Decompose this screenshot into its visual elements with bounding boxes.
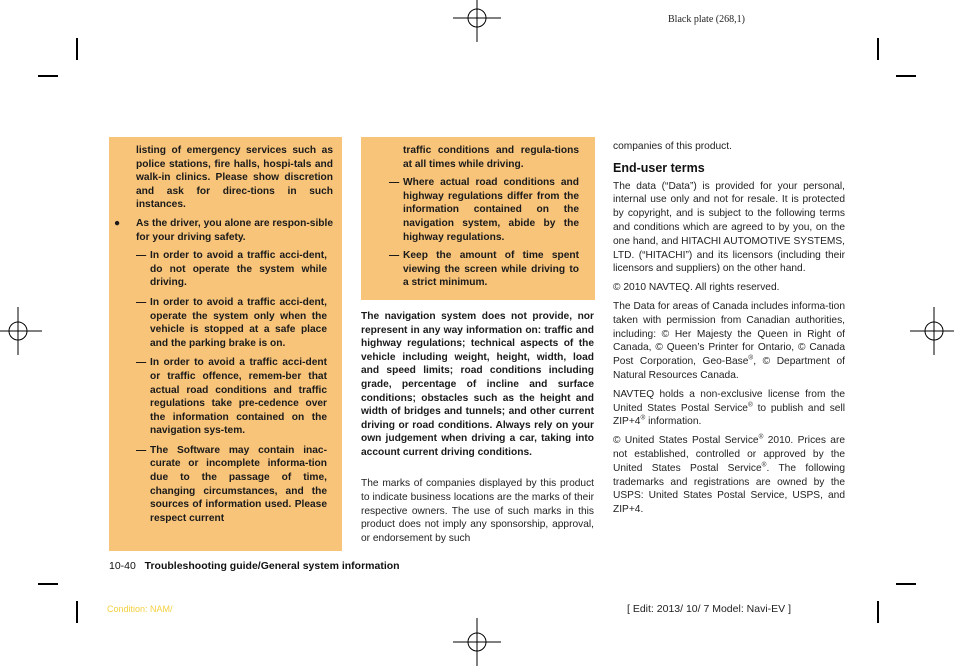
edit-info: [ Edit: 2013/ 10/ 7 Model: Navi-EV ]: [627, 603, 792, 615]
registration-mark-icon: [453, 618, 501, 666]
bullet-icon: ●: [114, 217, 121, 229]
crop-mark: [896, 75, 916, 77]
usps-paragraph: © United States Postal Service® 2010. Prices are not established, controlled or approved by the United States Postal Service®. The following trademarks and registrations are owned by the USPS: United States Postal Service, USPS, and ZIP+4.: [613, 433, 846, 516]
crop-mark: [896, 583, 916, 585]
crop-mark: [76, 601, 78, 623]
dash-item: — Keep the amount of time spent viewing the screen while driving to a strict minimum.: [389, 250, 579, 289]
dash-item: — The Software may contain inac-curate or incomplete informa-tion due to the passage of time, changing circumstances, and the sources of information used. Please respect current: [136, 444, 327, 524]
right-column: [613, 140, 845, 517]
crop-mark: [877, 38, 879, 60]
dash-icon: —: [136, 250, 147, 262]
dash-icon: —: [389, 250, 400, 262]
continued-text: traffic conditions and regula-tions at all times while driving.: [403, 145, 579, 170]
plate-label: Black plate (268,1): [668, 14, 745, 25]
crop-mark: [38, 75, 58, 77]
section-heading: End-user terms: [613, 160, 705, 175]
warning-text-left: [114, 144, 333, 525]
navteq-license-paragraph: NAVTEQ holds a non-exclusive license from the United States Postal Service® to publish and sell ZIP+4® information.: [613, 388, 845, 428]
bullet-text: As the driver, you alone are respon-sible for your driving safety.: [136, 217, 333, 243]
warning-text-middle: [389, 144, 579, 290]
registered-icon: ®: [761, 461, 767, 469]
continued-text: companies of this product.: [613, 141, 732, 152]
dash-item: — In order to avoid a traffic acci-dent, operate the system only when the vehicle is stopped at a safe place and the parking brake is on.: [136, 296, 327, 349]
copyright-icon: ©: [655, 342, 663, 354]
copyright-icon: ©: [613, 435, 621, 447]
dash-icon: —: [389, 177, 400, 189]
dash-item: — Where actual road conditions and highway regulations differ from the information contained on the navigation system, abide by the highway regulations.: [389, 177, 579, 243]
copyright-icon: ©: [762, 356, 771, 368]
registration-mark-icon: [910, 307, 954, 355]
registered-icon: ®: [748, 354, 754, 362]
bullet-item: [114, 217, 333, 244]
registration-mark-icon: [0, 307, 42, 355]
trademark-paragraph: The marks of companies displayed by this product to indicate business locations are the marks of their respective owners. The use of such marks in this product does not imply any sponsorship, approval, or endorsement by such: [361, 478, 594, 545]
dash-icon: —: [136, 357, 147, 369]
copyright-icon: ©: [661, 328, 670, 340]
data-terms-paragraph: The data (“Data”) is provided for your personal, internal use only and not for resale. It is protected by copyright, and is subject to the following terms and conditions which are agreed to by you, on the one hand, and HITACHI AUTOMOTIVE SYSTEMS, LTD. (“HITACHI”) and its licensors (including their licensors and suppliers) on the other hand.: [613, 180, 845, 275]
page-footer: [109, 560, 400, 572]
intro-text: listing of emergency services such as police stations, fire halls, hospi-tals and walk-in clinics. Please show discretion and ask for direc-tions in such instances.: [136, 145, 333, 211]
crop-mark: [38, 583, 58, 585]
dash-item: — In order to avoid a traffic acci-dent or traffic offence, remem-ber that actual road conditions and traffic regulations take pre-cedence over the information contained on the navigation sys-tem.: [136, 357, 327, 437]
crop-mark: [877, 601, 879, 623]
dash-icon: —: [136, 444, 147, 456]
copyright-navteq: © 2010 NAVTEQ. All rights reserved.: [613, 282, 780, 294]
registered-icon: ®: [640, 414, 646, 422]
crop-mark: [76, 38, 78, 60]
copyright-icon: ©: [613, 282, 621, 294]
dash-item: — In order to avoid a traffic acci-dent, do not operate the system while driving.: [136, 250, 327, 289]
section-title: Troubleshooting guide/General system information: [144, 560, 400, 572]
copyright-icon: ©: [797, 342, 806, 354]
condition-label: Condition: NAM/: [107, 604, 173, 614]
registration-mark-icon: [453, 0, 501, 42]
dash-icon: —: [136, 296, 147, 308]
canada-data-paragraph: The Data for areas of Canada includes informa-tion taken with permission from Canadian authorities, including: © Her Majesty the Queen in Right of Canada, © Queen’s Printer for Ontario, © Canada Post Corporation, Geo-Base®, © Department of Natural Resources Canada.: [613, 300, 846, 381]
page-number: 10-40: [109, 560, 136, 572]
disclaimer-bold-paragraph: The navigation system does not provide, nor represent in any way information on: traffic and highway regulations; technical aspects of the vehicle including weight, height, width, load and speed limits; road conditions including grade, percentage of incline and surface conditions; obstacles such as the height and width of bridges and tunnels; and other current driving or road conditions. Always rely on your own judgement when driving a car, taking into account current driving conditions.: [361, 311, 594, 458]
registered-icon: ®: [758, 433, 764, 441]
registered-icon: ®: [747, 401, 753, 409]
